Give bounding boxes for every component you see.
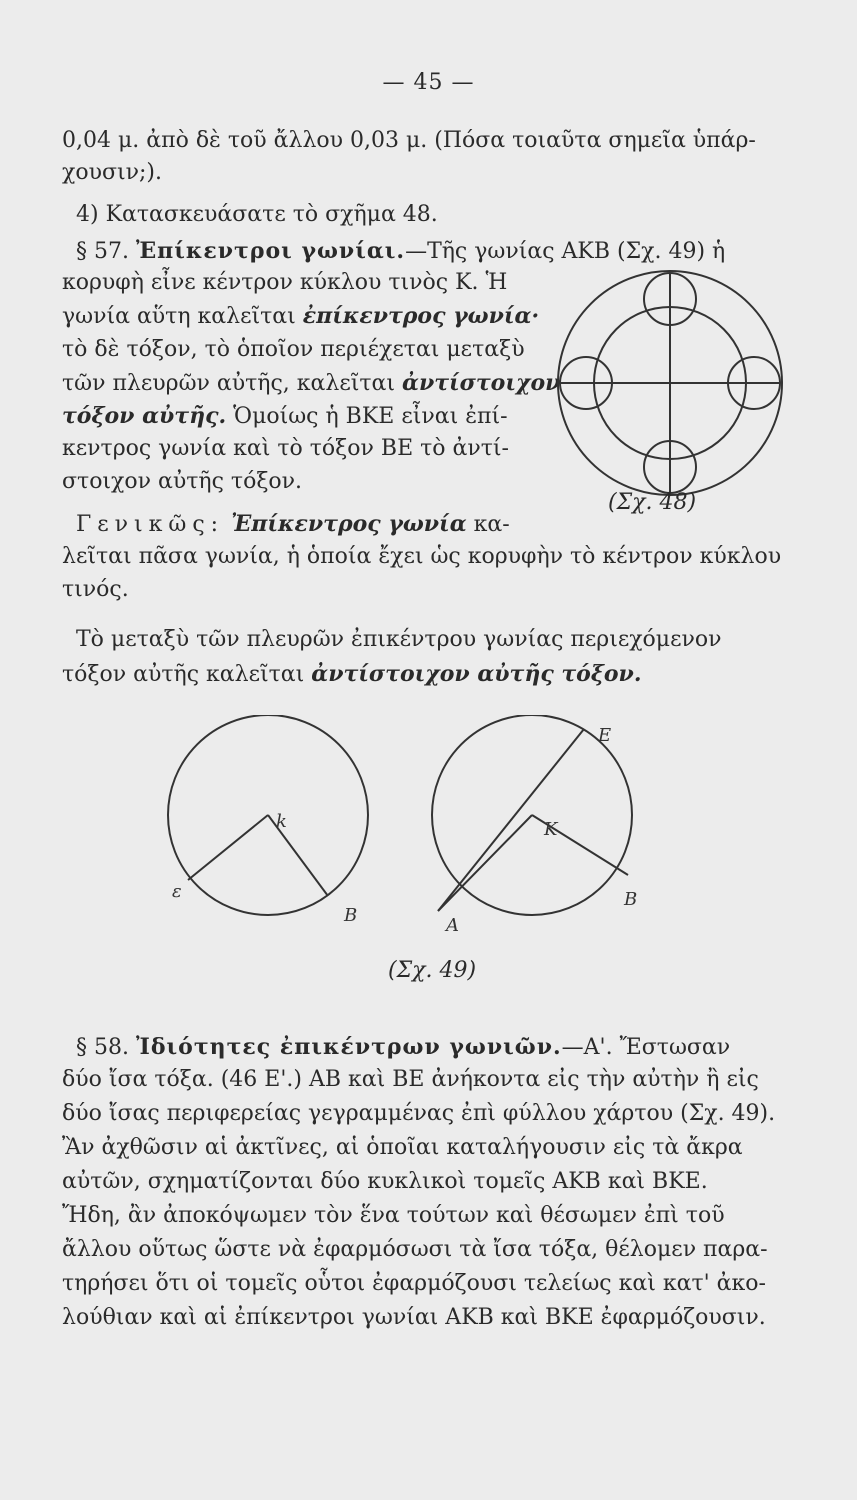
general-word: Γενικῶς: <box>76 512 225 537</box>
text-line: τινός. <box>62 577 129 602</box>
text-span: γωνία αὕτη καλεῖται <box>62 304 296 329</box>
figure-48-caption: (Σχ. 48) <box>608 490 697 515</box>
text-line: δύο ἴσας περιφερείας γεγραμμένας ἐπὶ φύλλου χάρτου (Σχ. 49). <box>62 1101 776 1126</box>
fig49-label: A <box>446 915 459 936</box>
section-57-heading <box>76 236 725 267</box>
text-line <box>62 301 539 332</box>
text-line: κορυφὴ εἶνε κέντρον κύκλου τινὸς Κ. Ἡ <box>62 270 508 295</box>
text-span: κα- <box>473 512 510 537</box>
text-span: τόξον αὐτῆς καλεῖται <box>62 662 305 687</box>
text-line: τηρήσει ὅτι οἱ τομεῖς οὗτοι ἐφαρμόζουσι τελείως καὶ κατ' ἀκο- <box>62 1271 766 1296</box>
text-line <box>62 401 508 432</box>
figure-49 <box>160 715 660 955</box>
text-line: λούθιαν καὶ αἱ ἐπίκεντροι γωνίαι ΑΚΒ καὶ ΒΚΕ ἐφαρμόζουσιν. <box>62 1305 766 1330</box>
general-definition <box>76 509 510 540</box>
text-span: Ὁμοίως ἡ ΒΚΕ εἶναι ἐπί- <box>233 404 508 429</box>
section-58-heading <box>76 1032 730 1063</box>
fig49-left-radius-e <box>188 815 268 880</box>
text-line: στοιχον αὐτῆς τόξον. <box>62 469 303 494</box>
fig49-label: k <box>276 811 287 832</box>
fig49-label: B <box>624 889 638 910</box>
text-line: λεῖται πᾶσα γωνία, ἡ ὁποία ἔχει ὡς κορυφὴν τὸ κέντρον κύκλου <box>62 544 782 569</box>
text-line: Τὸ μεταξὺ τῶν πλευρῶν ἐπικέντρου γωνίας περιεχόμενον <box>76 627 722 652</box>
italic-term: τόξον αὐτῆς. <box>62 403 227 429</box>
text-line: δύο ἴσα τόξα. (46 Ε'.) ΑΒ καὶ ΒΕ ἀνήκοντα εἰς τὴν αὐτὴν ἢ εἰς <box>62 1067 759 1092</box>
text-line: χουσιν;). <box>62 160 162 185</box>
figure-49-caption: (Σχ. 49) <box>388 958 477 983</box>
text-line: ἄλλου οὕτως ὥστε νὰ ἐφαρμόσωσι τὰ ἴσα τόξα, θέλομεν παρα- <box>62 1237 768 1262</box>
section-title: Ἐπίκεντροι γωνίαι. <box>135 238 406 264</box>
section-text: —Τῆς γωνίας ΑΚΒ (Σχ. 49) ἡ <box>405 239 726 264</box>
fig49-label: B <box>344 905 358 926</box>
figure-48 <box>552 265 788 501</box>
fig49-chord-continued <box>438 729 584 911</box>
italic-term: Ἐπίκεντρος γωνία <box>231 511 467 537</box>
italic-term: ἀντίστοιχον αὐτῆς τόξον. <box>311 661 642 687</box>
fig49-label: K <box>544 819 558 840</box>
section-text: —Α'. Ἔστωσαν <box>561 1035 731 1060</box>
text-line: Ἤδη, ἂν ἀποκόψωμεν τὸν ἕνα τούτων καὶ θέσωμεν ἐπὶ τοῦ <box>62 1203 725 1228</box>
section-number: § 58. <box>76 1035 129 1060</box>
text-line: 4) Κατασκευάσατε τὸ σχῆμα 48. <box>76 202 438 227</box>
fig49-chord-ae <box>438 815 532 911</box>
text-line: κεντρος γωνία καὶ τὸ τόξον ΒΕ τὸ ἀντί- <box>62 436 509 461</box>
text-line: τὸ δὲ τόξον, τὸ ὁποῖον περιέχεται μεταξὺ <box>62 337 525 362</box>
section-number: § 57. <box>76 239 129 264</box>
text-line: Ἂν ἀχθῶσιν αἱ ἀκτῖνες, αἱ ὁποῖαι καταλήγουσιν εἰς τὰ ἄκρα <box>62 1135 743 1160</box>
text-line: 0,04 μ. ἀπὸ δὲ τοῦ ἄλλου 0,03 μ. (Πόσα τοιαῦτα σημεῖα ὑπάρ- <box>62 128 756 153</box>
text-span: τῶν πλευρῶν αὐτῆς, καλεῖται <box>62 371 396 396</box>
text-line <box>62 659 642 690</box>
fig49-label: ε <box>172 881 182 902</box>
fig49-label: E <box>598 725 612 746</box>
section-title: Ἰδιότητες ἐπικέντρων γωνιῶν. <box>135 1034 562 1060</box>
text-line <box>62 368 560 399</box>
italic-term: ἀντίστοιχον <box>402 370 561 396</box>
text-line: αὐτῶν, σχηματίζονται δύο κυκλικοὶ τομεῖς ΑΚΒ καὶ ΒΚΕ. <box>62 1169 708 1194</box>
italic-term: ἐπίκεντρος γωνία· <box>302 303 540 329</box>
page-number: — 45 — <box>382 70 475 95</box>
